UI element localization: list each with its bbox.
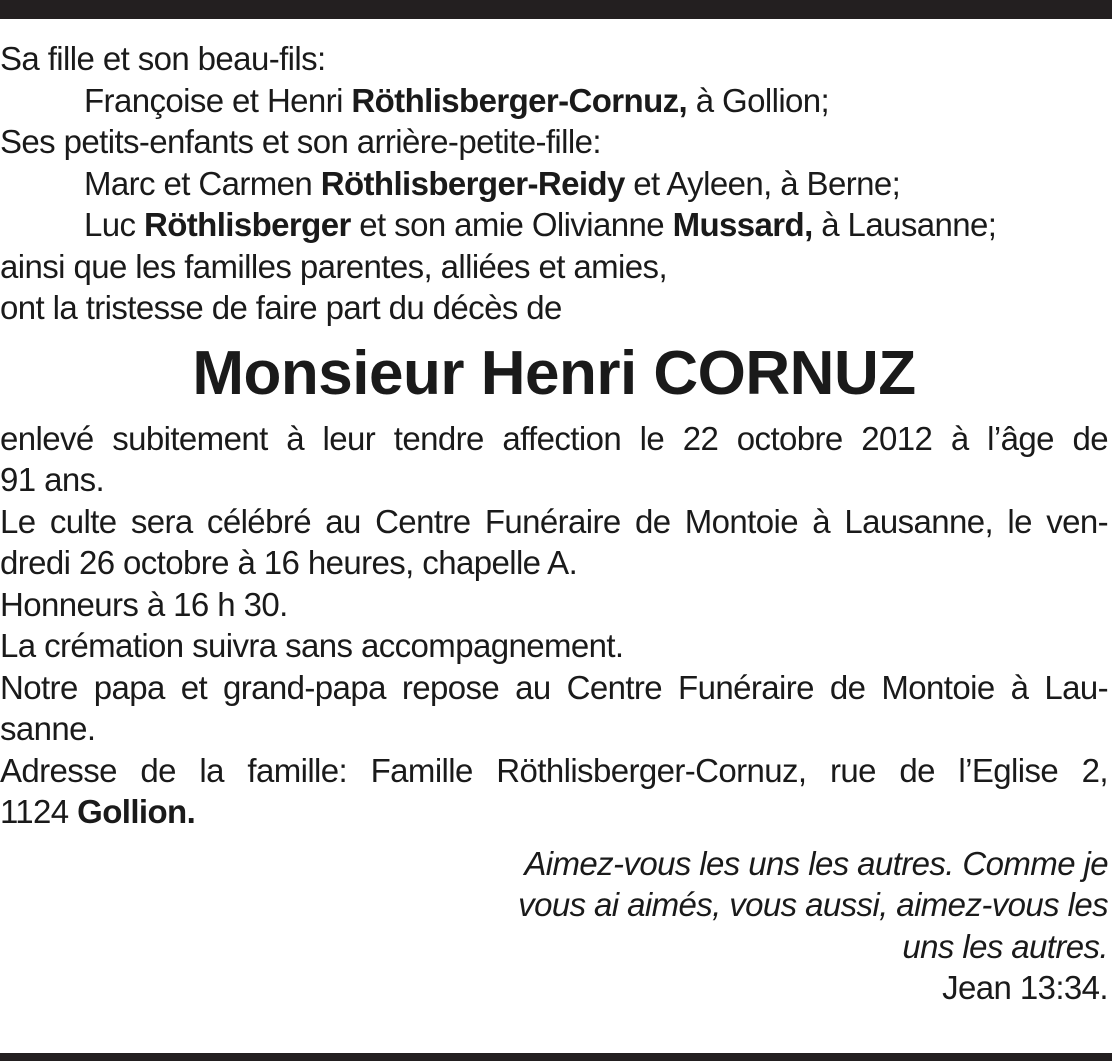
address-town: Gollion. xyxy=(77,793,196,830)
rest-line-2: sanne. xyxy=(0,710,96,747)
honours-line: Honneurs à 16 h 30. xyxy=(0,585,288,623)
daughter-names: Françoise et Henri xyxy=(84,81,352,119)
verse-line-2: vous ai aimés, vous aussi, aimez-vous les xyxy=(518,886,1108,923)
grandchild-2-surname: Röthlisberger xyxy=(143,206,351,243)
daughter-line xyxy=(0,80,1108,122)
grandchild-2-mid: et son amie Olivianne xyxy=(350,206,673,243)
grandchild-1-names: Marc et Carmen xyxy=(84,164,321,202)
cremation-line: La crémation suivra sans accompagnement. xyxy=(0,627,624,664)
grandchild-line-2 xyxy=(0,204,1108,246)
grandchild-line-1 xyxy=(0,163,1108,205)
death-line-2: 91 ans. xyxy=(0,461,105,498)
address-line-2 xyxy=(0,791,1108,833)
bottom-border-rule xyxy=(0,1053,1112,1061)
service-line-1: Le culte sera célébré au Centre Funéraire de Montoie à Lausanne, le ven- xyxy=(0,502,1108,540)
verse-reference: Jean 13:34. xyxy=(942,969,1108,1006)
address-postcode: 1124 xyxy=(0,793,78,830)
deceased-name: Monsieur Henri CORNUZ xyxy=(192,338,916,408)
verse-line-1: Aimez-vous les uns les autres. Comme je xyxy=(524,844,1108,882)
obituary-notice xyxy=(0,38,1108,1009)
daughter-surname: Röthlisberger-Cornuz, xyxy=(351,81,688,119)
daughter-intro: Sa fille et son beau-fils: xyxy=(0,40,326,77)
rest-line-1: Notre papa et grand-papa repose au Centre Funéraire de Montoie à Lau- xyxy=(0,668,1108,706)
top-border-rule xyxy=(0,0,1112,19)
verse-line-3: uns les autres. xyxy=(902,927,1108,965)
service-line-2: dredi 26 octobre à 16 heures, chapelle A. xyxy=(0,544,578,581)
families-line: ainsi que les familles parentes, alliées et amies, xyxy=(0,247,668,285)
grandchildren-intro: Ses petits-enfants et son arrière-petite-fille: xyxy=(0,123,601,160)
bible-verse xyxy=(0,843,1108,1009)
grandchild-1-rest: et Ayleen, à Berne; xyxy=(624,164,901,202)
grandchild-1-surname: Röthlisberger-Reidy xyxy=(320,164,625,202)
daughter-place: à Gollion; xyxy=(687,81,830,119)
grandchild-2-partner-surname: Mussard, xyxy=(672,206,813,243)
grandchild-2-name: Luc xyxy=(84,206,144,243)
announcement-line: ont la tristesse de faire part du décès de xyxy=(0,289,562,326)
grandchild-2-place: à Lausanne; xyxy=(812,206,997,243)
address-line-1: Adresse de la famille: Famille Röthlisberger-Cornuz, rue de l’Eglise 2, xyxy=(0,751,1108,789)
death-line-1: enlevé subitement à leur tendre affection le 22 octobre 2012 à l’âge de xyxy=(0,419,1108,457)
